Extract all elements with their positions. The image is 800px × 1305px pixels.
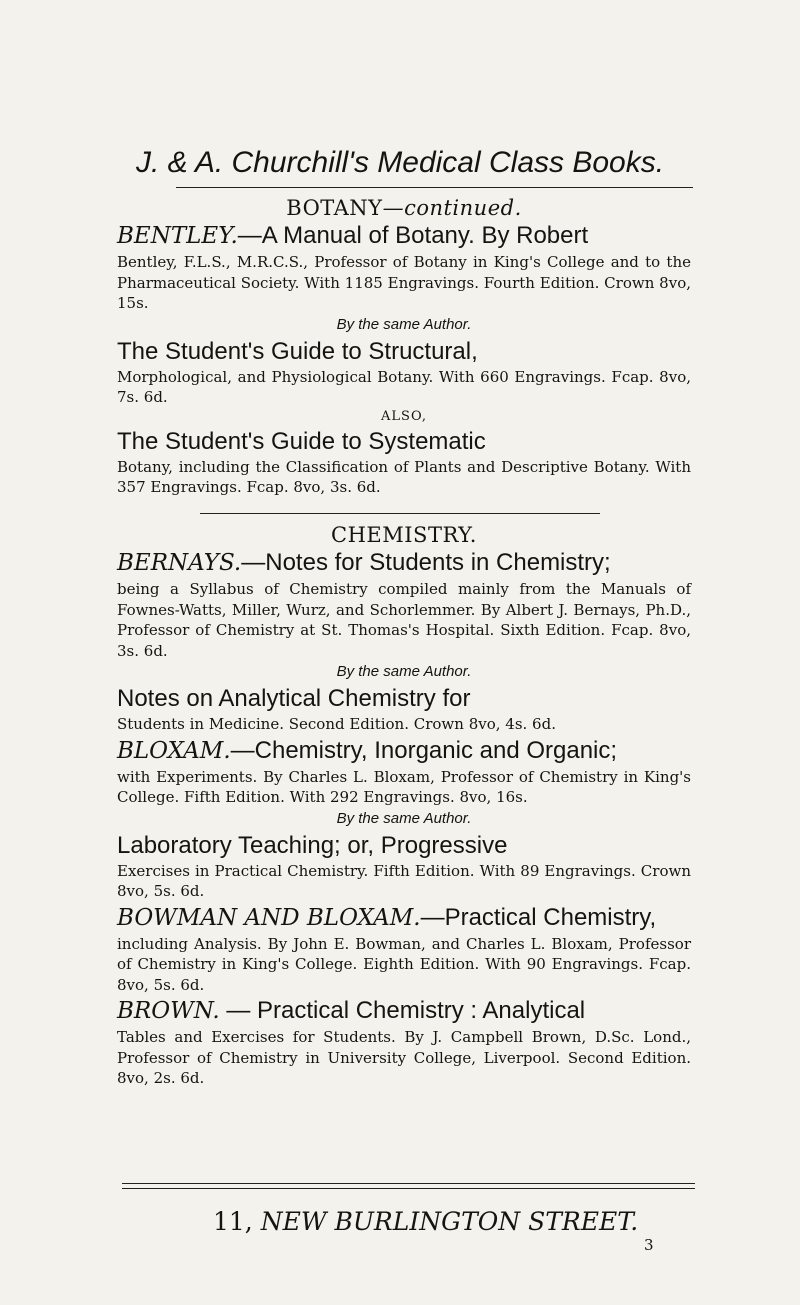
bentley-entry (117, 220, 691, 314)
brown-title: BROWN. — Practical Chemistry : Analytical (117, 997, 586, 1024)
bentley-title: BENTLEY.—A Manual of Botany. By Robert (117, 222, 589, 249)
section-rule (200, 513, 600, 514)
footer-rule-bottom (122, 1188, 695, 1189)
footer-rule-top (122, 1183, 695, 1184)
bernays-body: being a Syllabus of Chemistry compiled mainly from the Manuals of Fownes-Watts, Miller, Wurz, and Schorlemmer. By Albert J. Bernays, Ph.D., Professor of Chemistry at St. Thomas's Hospital. Sixth Edition. Fcap. 8vo, 3s. 6d. (117, 580, 691, 660)
page-number: 3 (644, 1236, 654, 1254)
laboratory-teaching-body: Exercises in Practical Chemistry. Fifth Edition. With 89 Engravings. Crown 8vo, 5s. 6d. (117, 861, 691, 900)
bernays-title: BERNAYS.—Notes for Students in Chemistry; (117, 549, 611, 576)
byline-same-author: By the same Author. (336, 809, 472, 827)
notes-analytical-body: Students in Medicine. Second Edition. Crown 8vo, 4s. 6d. (117, 715, 556, 733)
laboratory-teaching-title: Laboratory Teaching; or, Progressive (117, 831, 508, 859)
bowman-bloxam-body: including Analysis. By John E. Bowman, and Charles L. Bloxam, Professor of Chemistry in King's College. Eighth Edition. With 90 Engravings. Fcap. 8vo, 5s. 6d. (117, 934, 691, 994)
botany-heading: BOTANY—continued. (286, 196, 522, 220)
byline-same-author: By the same Author. (336, 315, 472, 333)
chemistry-heading: CHEMISTRY. (331, 523, 477, 547)
notes-analytical-title: Notes on Analytical Chemistry for (117, 685, 471, 712)
bloxam-title: BLOXAM.—Chemistry, Inorganic and Organic; (117, 736, 618, 764)
bentley-body: Bentley, F.L.S., M.R.C.S., Professor of Botany in King's College and to the Pharmaceutical Society. With 1185 Engravings. Fourth Edition. Crown 8vo, 15s. (117, 253, 691, 312)
bowman-bloxam-title: BOWMAN AND BLOXAM.—Practical Chemistry, (117, 903, 657, 931)
bentley-author: BENTLEY. (117, 223, 238, 249)
bloxam-body: with Experiments. By Charles L. Bloxam, Professor of Chemistry in King's College. Fifth Edition. With 292 Engravings. 8vo, 16s. (117, 767, 691, 806)
footer-address: 11, NEW BURLINGTON STREET. (213, 1207, 639, 1236)
guide-structural-body: Morphological, and Physiological Botany. With 660 Engravings. Fcap. 8vo, 7s. 6d. (117, 367, 691, 406)
chemistry-section (117, 523, 691, 1089)
botany-section (117, 196, 691, 498)
guide-structural-title: The Student's Guide to Structural, (117, 337, 478, 365)
brown-body: Tables and Exercises for Students. By J. Campbell Brown, D.Sc. Lond., Professor of Chemistry in University College, Liverpool. Second Edition. 8vo, 2s. 6d. (117, 1028, 691, 1087)
publisher-header: J. & A. Churchill's Medical Class Books. (135, 146, 665, 179)
also-label: ALSO, (381, 408, 427, 424)
guide-systematic-body: Botany, including the Classification of Plants and Descriptive Botany. With 357 Engravings. Fcap. 8vo, 3s. 6d. (117, 457, 691, 496)
header-rule (176, 187, 693, 188)
guide-systematic-title: The Student's Guide to Systematic (117, 427, 486, 455)
byline-same-author: By the same Author. (336, 663, 472, 680)
